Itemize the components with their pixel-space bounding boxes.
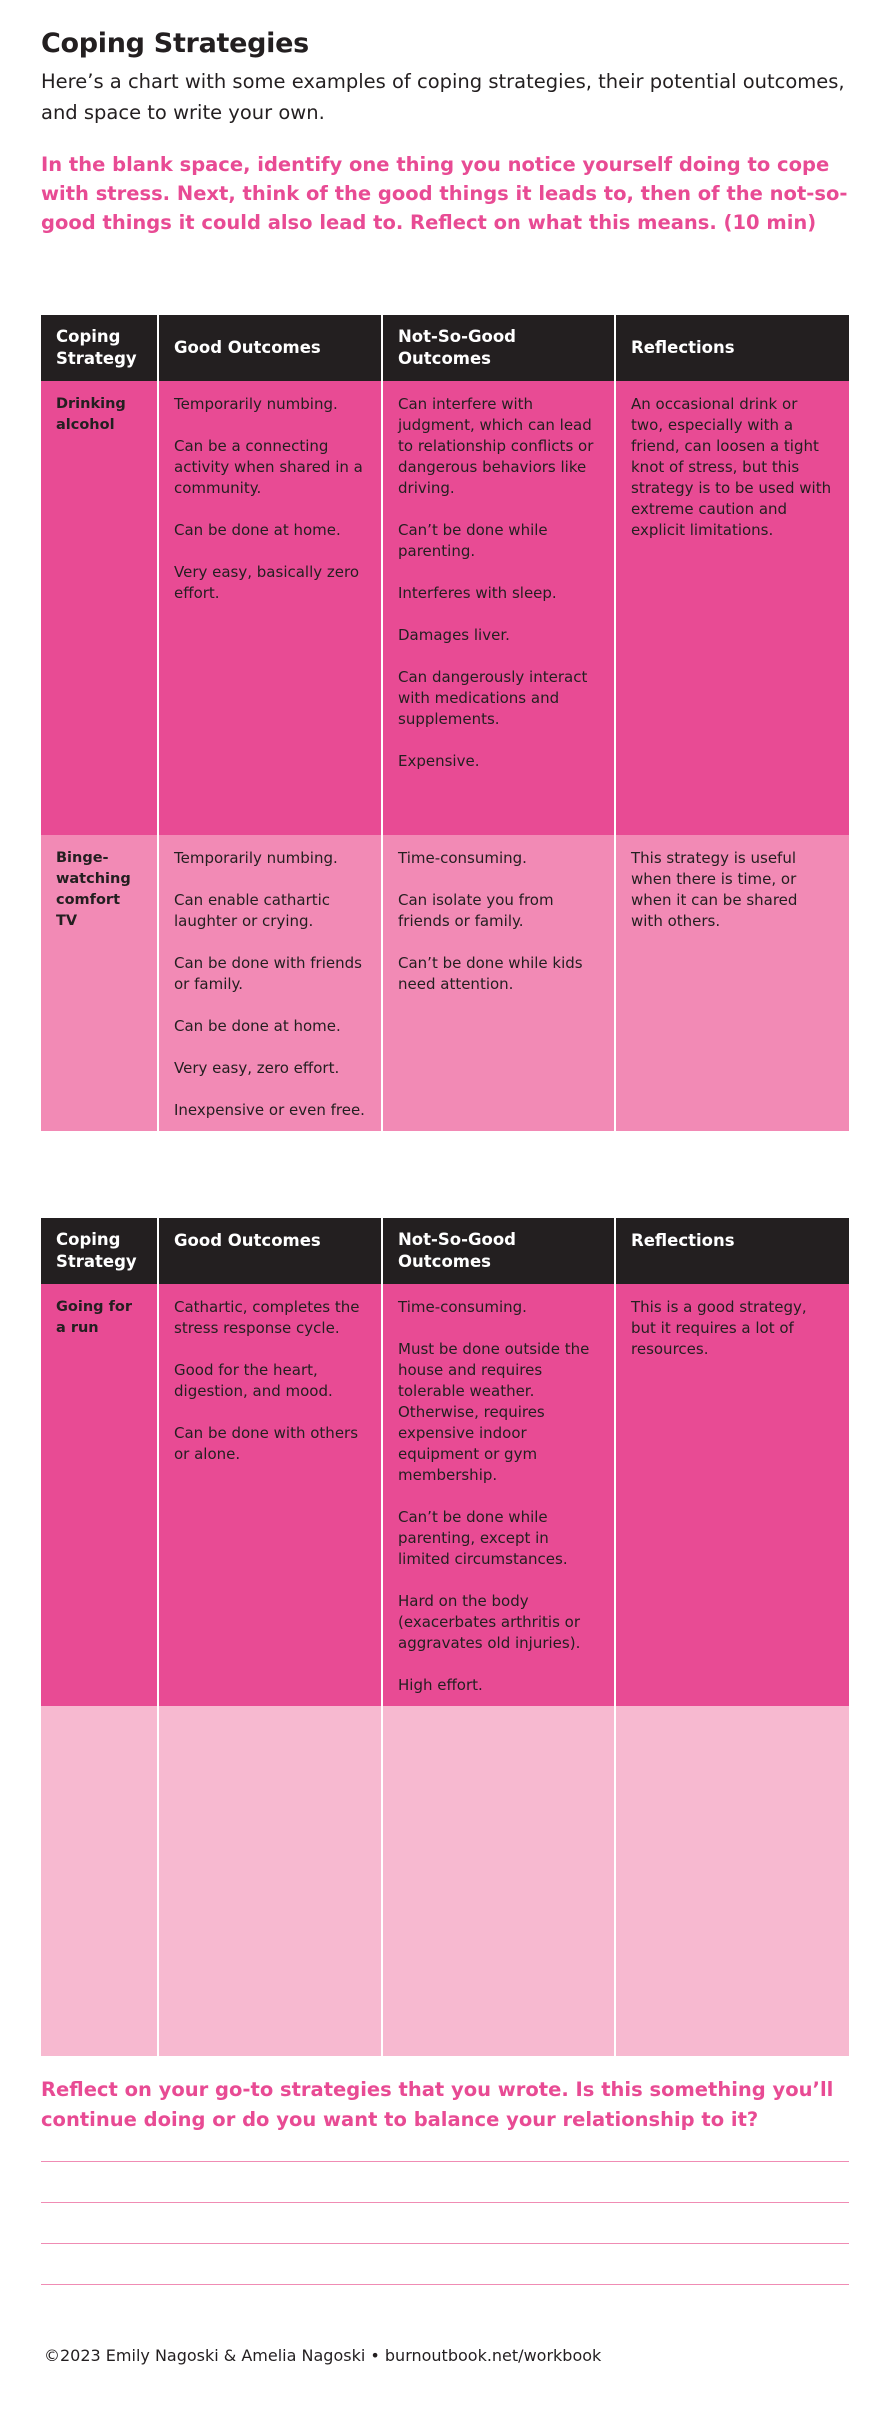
page-title: Coping Strategies (41, 28, 309, 59)
coping-table-2 (41, 1218, 849, 2056)
strategy-cell: Drinking alcohol (41, 381, 158, 835)
good-outcomes-cell (158, 381, 382, 835)
strategy-cell: Going for a run (41, 1284, 158, 1706)
header-good-outcomes: Good Outcomes (158, 315, 382, 381)
blank-strategy-cell[interactable] (41, 1706, 158, 2056)
header-reflections: Reflections (615, 315, 849, 381)
reflection-cell: This strategy is useful when there is time, or when it can be shared with others. (615, 835, 849, 1131)
list-item: Must be done outside the house and requires tolerable weather. Otherwise, requires expensive indoor equipment or gym membership. (398, 1340, 590, 1484)
list-item: Can’t be done while parenting. (398, 521, 548, 560)
reflect-prompt: Reflect on your go-to strategies that you wrote. Is this something you’ll continue doing or do you want to balance your relationship to it? (41, 2078, 834, 2131)
intro-text: Here’s a chart with some examples of coping strategies, their potential outcomes, and space to write your own. (41, 70, 845, 124)
list-item: Temporarily numbing. (174, 395, 338, 413)
list-item: Interferes with sleep. (398, 584, 557, 602)
good-outcomes-cell (158, 1284, 382, 1706)
blank-row (41, 1706, 849, 2056)
table-row (41, 835, 849, 1131)
list-item: Can be done at home. (174, 521, 341, 539)
bad-outcomes-cell (382, 381, 615, 835)
bad-outcomes-cell (382, 835, 615, 1131)
blank-bad-outcomes-cell[interactable] (382, 1706, 615, 2056)
table-row (41, 381, 849, 835)
list-item: Hard on the body (exacerbates arthritis or aggravates old injuries). (398, 1592, 581, 1652)
bad-outcomes-cell (382, 1284, 615, 1706)
header-good-outcomes: Good Outcomes (158, 1218, 382, 1284)
coping-table-1 (41, 315, 849, 1131)
list-item: Can be a connecting activity when shared in a community. (174, 437, 363, 497)
reflection-cell: This is a good strategy, but it requires a lot of resources. (615, 1284, 849, 1706)
writing-line[interactable] (41, 2284, 849, 2285)
list-item: Can’t be done while kids need attention. (398, 954, 583, 993)
list-item: Can be done with friends or family. (174, 954, 362, 993)
list-item: Time-consuming. (398, 1298, 527, 1316)
list-item: Can interfere with judgment, which can lead to relationship conflicts or dangerous behaviors like driving. (398, 395, 594, 497)
list-item: Damages liver. (398, 626, 510, 644)
header-not-so-good-outcomes: Not-So-Good Outcomes (382, 1218, 615, 1284)
blank-reflection-cell[interactable] (615, 1706, 849, 2056)
header-coping-strategy: Coping Strategy (41, 1218, 158, 1284)
good-outcomes-cell (158, 835, 382, 1131)
list-item: Cathartic, completes the stress response cycle. (174, 1298, 360, 1337)
list-item: Very easy, basically zero effort. (174, 563, 360, 602)
footer-copyright: ©2023 Emily Nagoski & Amelia Nagoski • burnoutbook.net/workbook (44, 2346, 602, 2365)
writing-line[interactable] (41, 2202, 849, 2203)
writing-line[interactable] (41, 2243, 849, 2244)
list-item: Inexpensive or even free. (174, 1101, 365, 1119)
list-item: Can be done at home. (174, 1017, 341, 1035)
list-item: Temporarily numbing. (174, 849, 338, 867)
header-not-so-good-outcomes: Not-So-Good Outcomes (382, 315, 615, 381)
instructions-text: In the blank space, identify one thing you notice yourself doing to cope with stress. Next, think of the good things it leads to, then of the not-so-good things it could also lead to. Reflect on what this means. (10 min) (41, 153, 848, 234)
writing-line[interactable] (41, 2161, 849, 2162)
table-row (41, 1284, 849, 1706)
list-item: Expensive. (398, 752, 480, 770)
header-coping-strategy: Coping Strategy (41, 315, 158, 381)
list-item: Can’t be done while parenting, except in limited circumstances. (398, 1508, 568, 1568)
list-item: Can be done with others or alone. (174, 1424, 359, 1463)
list-item: High effort. (398, 1676, 483, 1694)
list-item: Time-consuming. (398, 849, 527, 867)
list-item: Can dangerously interact with medications and supplements. (398, 668, 588, 728)
list-item: Good for the heart, digestion, and mood. (174, 1361, 333, 1400)
list-item: Very easy, zero effort. (174, 1059, 340, 1077)
list-item: Can enable cathartic laughter or crying. (174, 891, 331, 930)
header-reflections: Reflections (615, 1218, 849, 1284)
list-item: Can isolate you from friends or family. (398, 891, 554, 930)
reflection-cell: An occasional drink or two, especially with a friend, can loosen a tight knot of stress, but this strategy is to be used with extreme caution and explicit limitations. (615, 381, 849, 835)
blank-good-outcomes-cell[interactable] (158, 1706, 382, 2056)
strategy-cell: Binge-watching comfort TV (41, 835, 158, 1131)
